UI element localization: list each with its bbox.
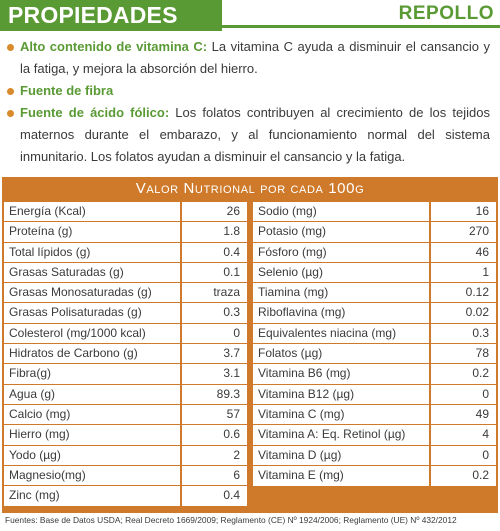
nutrient-value: 0.6 [223,427,240,442]
property-item [0,80,500,102]
table-row [4,283,247,303]
nutrient-value: 2 [233,447,240,462]
nutrient-value: 0.4 [223,244,240,259]
nutrient-value: 0 [233,325,240,340]
table-row [253,385,496,405]
property-item [0,36,500,80]
table-row [253,283,496,303]
nutrient-name: Yodo (µg) [4,446,182,465]
property-text: Los folatos contribuyen al crecimiento de los tejidos maternos durante el embarazo, y al funcionamiento normal del sistema inmunitario. Los folatos ayudan a disminuir el cansancio y la fatiga. [20,105,490,164]
nutrient-name: Selenio (µg) [253,263,431,282]
property-title: Fuente de fibra [20,83,114,98]
table-row [4,263,247,283]
nutrient-value: traza [213,285,240,300]
nutrient-name: Grasas Saturadas (g) [4,263,182,282]
nutrient-name: Tiamina (mg) [253,283,431,302]
nutrient-name: Vitamina B12 (µg) [253,385,431,404]
table-row [4,466,247,486]
nutrient-value: 0.3 [223,305,240,320]
table-row [4,425,247,445]
nutrient-name: Grasas Polisaturadas (g) [4,303,182,322]
nutrient-name: Sodio (mg) [253,202,431,221]
table-row [253,243,496,263]
nutrient-value: 0.12 [465,285,489,300]
nutrient-name: Fósforo (mg) [253,243,431,262]
nutrient-value: 0.2 [472,366,489,381]
page-title: PROPIEDADES [8,2,178,28]
property-text: La vitamina C ayuda a disminuir el cansancio y la fatiga, y mejora la absorción del hierro. [20,39,490,76]
nutrient-name: Fibra(g) [4,364,182,383]
nutrient-name: Hierro (mg) [4,425,182,444]
nutrient-name: Riboflavina (mg) [253,303,431,322]
nutrient-value: 1.8 [223,224,240,239]
nutrient-value: 0.02 [465,305,489,320]
table-row [4,446,247,466]
nutrient-name: Proteína (g) [4,222,182,241]
table-row [253,364,496,384]
bullet-icon [7,88,14,95]
nutrient-value: 270 [468,224,489,239]
table-row [4,486,247,506]
nutrient-name: Potasio (mg) [253,222,431,241]
nutrient-value: 4 [482,427,489,442]
nutrient-value: 0 [482,447,489,462]
nutrient-name: Vitamina C (mg) [253,405,431,424]
nutrient-value: 6 [233,467,240,482]
nutrient-value: 49 [475,406,489,421]
nutrient-value: 0.2 [472,467,489,482]
nutrient-name: Energía (Kcal) [4,202,182,221]
table-heading: Valor Nutrional por cada 100g [135,180,365,197]
table-row [253,466,496,486]
table-row [253,222,496,242]
table-row [4,364,247,384]
nutrition-table [2,177,498,513]
nutrient-name: Total lípidos (g) [4,243,182,262]
bullet-icon [7,110,14,117]
header-divider [222,25,500,28]
nutrient-name: Hidratos de Carbono (g) [4,344,182,363]
table-row [4,344,247,364]
table-row [4,303,247,323]
nutrient-value: 3.7 [223,346,240,361]
nutrient-name: Magnesio(mg) [4,466,182,485]
table-row [4,385,247,405]
nutrient-value: 0.3 [472,325,489,340]
nutrient-value: 0.4 [223,488,240,503]
nutrient-name: Folatos (µg) [253,344,431,363]
table-body [4,202,496,511]
table-row [253,303,496,323]
table-row [253,425,496,445]
nutrient-name: Zinc (mg) [4,486,182,506]
nutrient-name: Vitamina E (mg) [253,466,431,486]
title-banner [0,0,222,31]
table-row [253,202,496,222]
table-row [4,222,247,242]
product-name: REPOLLO [393,3,494,25]
header [0,0,500,31]
table-row [4,405,247,425]
nutrient-name: Equivalentes niacina (mg) [253,324,431,343]
nutrient-value: 57 [226,406,240,421]
sources-footer: Fuentes: Base de Datos USDA; Real Decreto 1669/2009; Reglamento (CE) Nº 1924/2006; Reglamento (UE) Nº 432/2012 [5,515,457,525]
nutrient-value: 3.1 [223,366,240,381]
table-row [4,243,247,263]
nutrient-value: 78 [475,346,489,361]
nutrient-value: 46 [475,244,489,259]
nutrient-name: Colesterol (mg/1000 kcal) [4,324,182,343]
nutrient-name: Vitamina A: Eq. Retinol (µg) [253,425,431,444]
table-row [253,344,496,364]
table-column-right [253,202,496,486]
table-row [253,446,496,466]
property-item [0,102,500,168]
table-row [4,202,247,222]
nutrient-value: 0 [482,386,489,401]
nutrient-value: 16 [475,204,489,218]
nutrient-name: Grasas Monosaturadas (g) [4,283,182,302]
table-row [253,405,496,425]
property-title: Alto contenido de vitamina C: [20,39,208,54]
nutrient-name: Agua (g) [4,385,182,404]
nutrient-name: Vitamina B6 (mg) [253,364,431,383]
table-column-left [4,202,247,506]
nutrient-value: 26 [226,204,240,218]
bullet-icon [7,44,14,51]
nutrient-value: 1 [482,264,489,279]
table-row [253,263,496,283]
nutrient-name: Vitamina D (µg) [253,446,431,465]
table-row [4,324,247,344]
nutrient-name: Calcio (mg) [4,405,182,424]
property-title: Fuente de ácido fólico: [20,105,170,120]
nutrient-value: 89.3 [216,386,240,401]
nutrient-value: 0.1 [223,264,240,279]
table-row [253,324,496,344]
properties-list [0,36,500,168]
